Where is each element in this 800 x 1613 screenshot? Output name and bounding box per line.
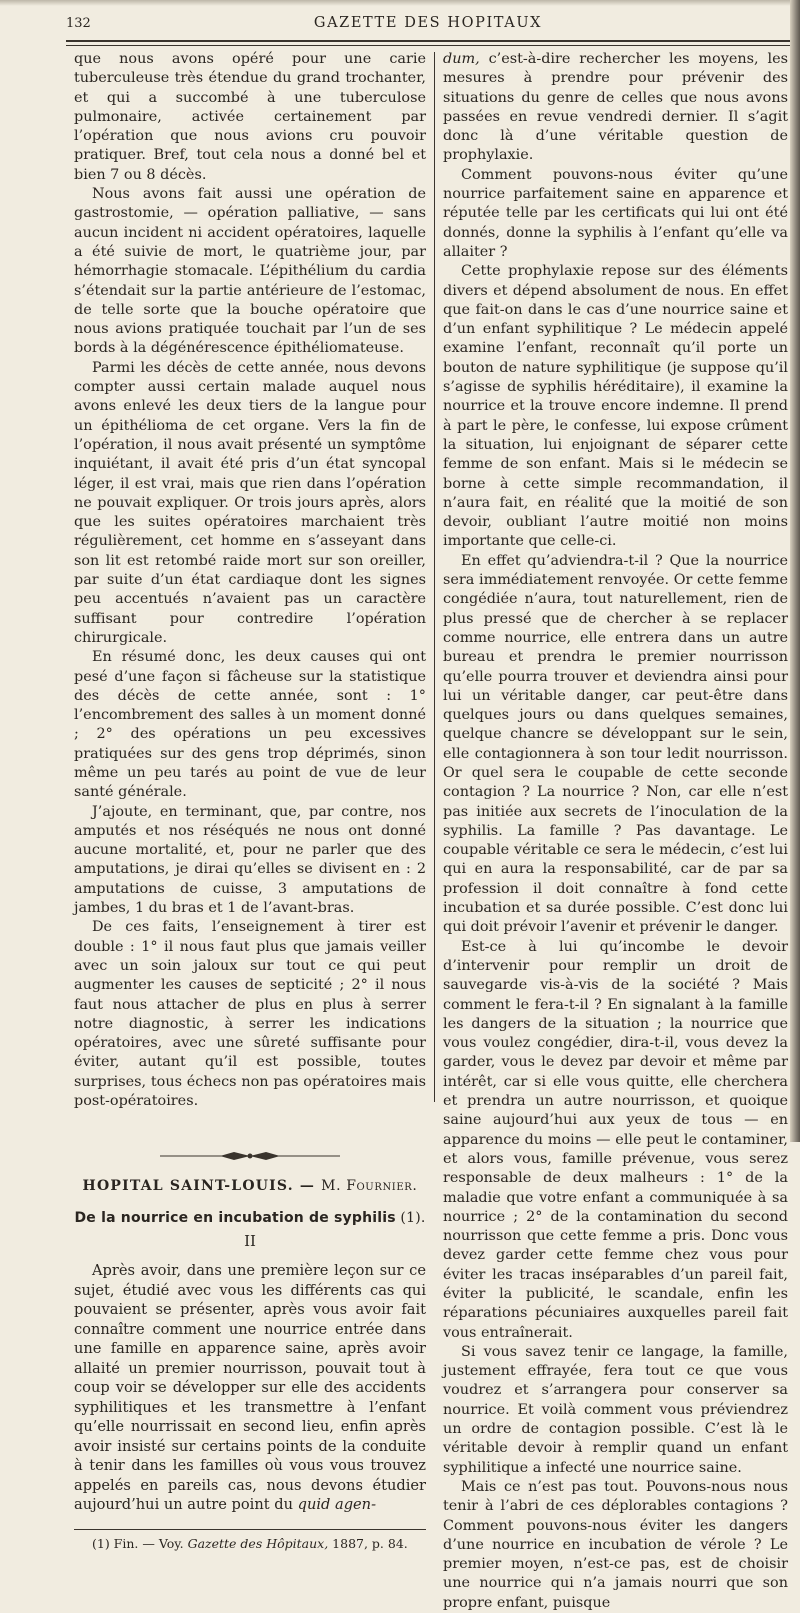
footnote-reference: (1). xyxy=(395,1209,426,1226)
footnote-suffix: 1887, p. 84. xyxy=(328,1535,408,1551)
lecture-title-text: De la nourrice en incubation de syphilis xyxy=(74,1209,396,1226)
paragraph: Comment pouvons-nous éviter qu’une nourrice parfaitement saine en apparence et réputée telle par les certificats qui lui ont été donnés, donne la syphilis à l’enfant qu’elle va allaiter ? xyxy=(443,166,788,260)
footnote-journal: Gazette des Hôpitaux, xyxy=(187,1535,329,1551)
paragraph: que nous avons opéré pour une carie tuberculeuse très étendue du grand trochanter, et qui a succombé à une tuberculose pulmonaire, activée certainement par l’opération que nous avions cru pouvoir pratiquer. Bref, tout cela nous a donné bel et bien 7 ou 8 décès. xyxy=(74,51,426,183)
page-binding-edge xyxy=(790,0,800,1142)
paragraph: Cette prophylaxie repose sur des éléments divers et dépend absolument de nous. En effet que fait-on dans le cas d’une nourrice saine et d’un enfant syphilitique ? Le médecin appelé examine l’enfant, reconnaît qu’il porte un bouton de nature syphilitique (je suppose qu’il s’agisse de syphilis héréditaire), il examine la nourrice et la trouve encore indemne. Il prend à part le père, le confesse, lui expose crûment la situation, lui enjoignant de séparer cette femme de son enfant. Mais si le médecin se borne à cette simple recommandation, il n’aura fait, en réalité que la moitié de son devoir, oubliant l’autre moitié non moins importante que celle-ci. xyxy=(443,263,788,550)
paragraph-text: c’est-à-dire rechercher les moyens, les mesures à prendre pour prévenir des situations du genre de celles que nous avons passées en revue vendredi dernier. Il s’agit donc là d’une véritable question de prophylaxie. xyxy=(443,51,788,164)
italic-phrase: quid agen- xyxy=(297,1496,377,1514)
part-number: II xyxy=(244,1231,256,1250)
hospital-name: HOPITAL SAINT-LOUIS. — xyxy=(82,1178,316,1195)
italic-phrase: dum, xyxy=(443,51,480,67)
paragraph-text: Après avoir, dans une première leçon sur ce sujet, étudié avec vous les différents cas qui pouvaient se présenter, après vous avoir fait connaître comment une nourrice entrée dans une famille en apparence saine, après avoir allaité un premier nourrisson, pouvait tout à coup voir se développer sur elle des accidents syphilitiques et les transmettre à l’enfant qu’elle nourrissait en second lieu, enfin après avoir insisté sur certains points de la conduite à tenir dans les familles où vous vous trouvez appelés en pareils cas, nous devons étudier aujourd’hui un autre point du xyxy=(74,1262,426,1514)
paragraph: Est-ce à lui qu’incombe le devoir d’intervenir pour remplir un droit de sauvegarde vis-à-vis de la société ? Mais comment le fera-t-il ? En signalant à la famille les dangers de la situation ; la nourrice que vous voulez congédier, dira-t-il, vous devez la garder, vous le devez par devoir et même par intérêt, car si elle vous quitte, elle cherchera et prendra un autre nourrisson, et quoique saine aujourd’hui aux yeux de tous — en apparence du moins — elle peut le contaminer, et alors vous, famille prévenue, vous serez responsable de deux malheurs : 1° de la maladie que votre enfant a communiquée à sa nourrice ; 2° de la contamination du second nourrisson que cette femme a pris. Donc vous devez garder cette femme chez vous pour éviter les tracas inséparables d’un pareil fait, éviter la publicité, le scandale, enfin les réparations pécuniaires auxquelles pareil fait vous entraînerait. xyxy=(443,938,788,1341)
lecture-body xyxy=(74,1261,426,1515)
paragraph xyxy=(443,50,788,166)
left-column xyxy=(74,50,426,1552)
right-column xyxy=(443,50,788,1613)
page-number: 132 xyxy=(66,16,91,31)
header-rule-thick xyxy=(66,40,790,42)
page-header xyxy=(66,14,790,36)
paragraph: En effet qu’adviendra-t-il ? Que la nourrice sera immédiatement renvoyée. Or cette femme congédiée n’aura, tout naturellement, rien de plus pressé que de chercher à se replacer comme nourrice, elle entrera dans un autre bureau et prendra le premier nourrisson qu’elle pourra trouver et deviendra ainsi pour lui un véritable danger, car peut-être dans quelques jours ou dans quelques semaines, quelque chancre se développant sur le sein, elle contagionnera à son tour ledit nourrisson. Or quel sera le coupable de cette seconde contagion ? La nourrice ? Non, car elle n’est pas initiée aux secrets de l’inoculation de la syphilis. La famille ? Pas davantage. Le coupable véritable ce sera le médecin, c’est lui qui en aura la responsabilité, car de par sa profession il doit connaître à fond cette incubation et sa durée possible. C’est donc lui qui doit prévoir l’avenir et prévenir le danger. xyxy=(443,552,788,936)
header-rule-thin xyxy=(66,45,790,46)
paragraph: Mais ce n’est pas tout. Pouvons-nous nous tenir à l’abri de ces déplorables contagions ? Comment pouvons-nous éviter les dangers d’une nourrice en incubation de vérole ? Le premier moyen, n’est-ce pas, est de choisir une nourrice qui n’a jamais nourri que son propre enfant, puisque xyxy=(443,1478,788,1611)
paragraph: Nous avons fait aussi une opération de gastrostomie, — opération palliative, — sans aucun incident ni accident opératoires, laquelle a été suivie de mort, le quatrième jour, par hémorrhagie stomacale. L’épithélium du cardia s’étendait sur la partie antérieure de l’estomac, de telle sorte que la bouche opératoire que nous avions pratiquée touchait par l’un de ses bords à la dégénérescence épithéliomateuse. xyxy=(74,186,426,357)
section-ornament xyxy=(74,1145,426,1167)
footnote-rule xyxy=(74,1529,426,1530)
lecture-title xyxy=(74,1209,426,1228)
paragraph: Si vous savez tenir ce langage, la famille, justement effrayée, fera tout ce que vous voudrez et s’arrangera pour conserver sa nourrice. Et voilà comment vous préviendrez un ordre de contagion possible. C’est là le véritable devoir à remplir quand un enfant syphilitique a infecté une nourrice saine. xyxy=(443,1343,788,1476)
running-title: GAZETTE DES HOPITAUX xyxy=(313,15,543,31)
section-heading xyxy=(74,1177,426,1196)
footnote-prefix: (1) Fin. — Voy. xyxy=(92,1535,184,1551)
paragraph xyxy=(74,1261,426,1515)
page-top-edge xyxy=(0,0,800,6)
lecturer-name: M. Fournier. xyxy=(321,1178,418,1195)
paragraph: De ces faits, l’enseignement à tirer est double : 1° il nous faut plus que jamais veiller avec un soin jaloux sur tout ce qui peut augmenter les causes de septicité ; 2° il nous faut nous attacher de plus en plus à serrer notre diagnostic, à serrer les indications opératoires, avec une sûreté suffisante pour éviter, autant qu’il est possible, toutes surprises, tous échecs non pas opératoires mais post-opératoires. xyxy=(74,919,426,1110)
paragraph: J’ajoute, en terminant, que, par contre, nos amputés et nos réséqués ne nous ont donné aucune mortalité, et, pour ne parler que des amputations, je dirai qu’elles se divisent en : 2 amputations de cuisse, 3 amputations de jambes, 1 du bras et 1 de l’avant-bras. xyxy=(74,803,426,917)
footnote xyxy=(74,1536,426,1552)
column-separator xyxy=(434,52,435,1102)
paragraph: Parmi les décès de cette année, nous devons compter aussi certain malade auquel nous avons enlevé les deux tiers de la langue pour un épithélioma de cet organe. Vers la fin de l’opération, il nous avait présenté un symptôme inquiétant, il avait été pris d’un état syncopal léger, il est vrai, mais que rien dans l’opération ne pouvait expliquer. Or trois jours après, alors que les suites opératoires marchaient très régulièrement, cet homme en s’asseyant dans son lit est retombé raide mort sur son oreiller, par suite d’un état cardiaque dont les signes peu accentués n’avaient pas un caractère suffisant pour contredire l’opération chirurgicale. xyxy=(74,359,426,646)
paragraph: En résumé donc, les deux causes qui ont pesé d’une façon si fâcheuse sur la statistique des décès de cette année, sont : 1° l’encombrement des salles à un moment donné ; 2° des opérations un peu excessives pratiquées sur des gens trop déprimés, sinon même un peu tarés au point de vue de leur santé générale. xyxy=(74,649,426,801)
